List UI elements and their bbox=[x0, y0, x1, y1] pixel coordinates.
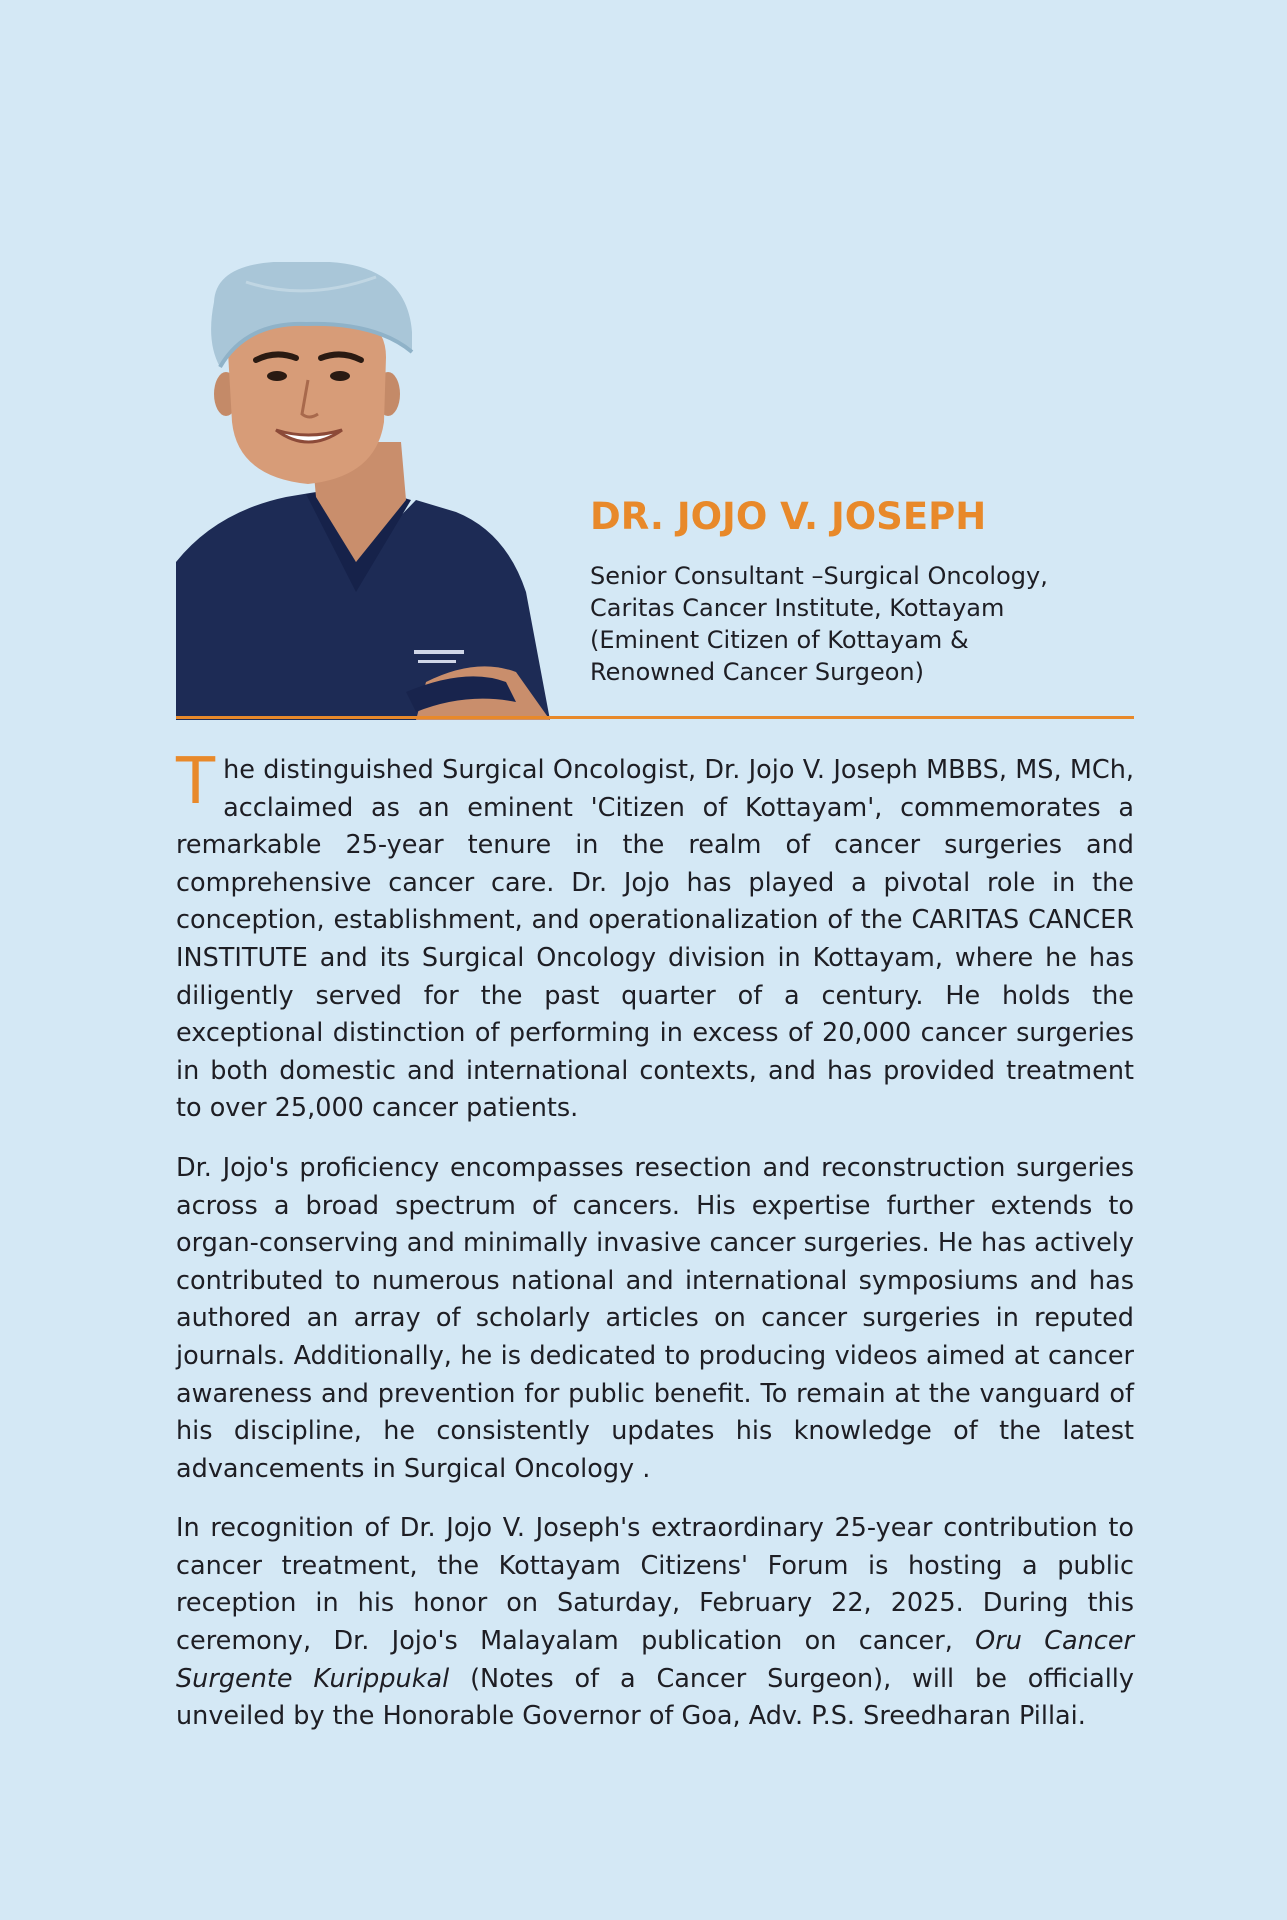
designation-line: Caritas Cancer Institute, Kottayam bbox=[590, 594, 1005, 622]
orange-divider bbox=[176, 716, 1134, 719]
paragraph-3 bbox=[176, 1510, 1134, 1736]
paragraph-1 bbox=[176, 745, 1134, 1128]
paragraph-3-text-after: (Notes of a Cancer Surgeon), will be officially unveiled by the Honorable Governor of Goa, Adv. P.S. Sreedharan Pillai. bbox=[176, 1663, 1134, 1732]
designation-line: Renowned Cancer Surgeon) bbox=[590, 658, 925, 686]
paragraph-3-text-before: In recognition of Dr. Jojo V. Joseph's extraordinary 25-year contribution to cancer treatment, the Kottayam Citizens' Forum is hosting a public reception in his honor on Saturday, February 22, 2025. During this ceremony, Dr. Jojo's Malayalam publication on cancer, bbox=[176, 1513, 1134, 1657]
paragraph-1-text: he distinguished Surgical Oncologist, Dr. Jojo V. Joseph MBBS, MS, MCh, acclaimed as an eminent 'Citizen of Kottayam', commemorates a remarkable 25-year tenure in the realm of cancer surgeries and comprehensive cancer care. Dr. Jojo has played a pivotal role in the conception, establishment, and operationalization of the CARITAS CANCER INSTITUTE and its Surgical Oncology division in Kottayam, where he has diligently served for the past quarter of a century. He holds the exceptional distinction of performing in excess of 20,000 cancer surgeries in both domestic and international contexts, and has provided treatment to over 25,000 cancer patients. bbox=[176, 755, 1134, 1124]
drop-cap: T bbox=[176, 745, 216, 819]
designation-line: (Eminent Citizen of Kottayam & bbox=[590, 626, 969, 654]
surgeon-portrait-photo bbox=[176, 262, 550, 720]
book-title: Oru Cancer Surgente Kurippukal bbox=[176, 1626, 1134, 1694]
doctor-name: DR. JOJO V. JOSEPH bbox=[590, 495, 987, 538]
paragraph-2: Dr. Jojo's proficiency encompasses resection and reconstruction surgeries across a broad spectrum of cancers. His expertise further extends to organ-conserving and minimally invasive cancer surgeries. He has actively contributed to numerous national and international symposiums and has authored an array of scholarly articles on cancer surgeries in reputed journals. Additionally, he is dedicated to producing videos aimed at cancer awareness and prevention for public benefit. To remain at the vanguard of his discipline, he consistently updates his knowledge of the latest advancements in Surgical Oncology . bbox=[176, 1152, 1134, 1484]
biography bbox=[176, 745, 1134, 1758]
doctor-designation bbox=[590, 560, 1150, 688]
designation-line: Senior Consultant –Surgical Oncology, bbox=[590, 562, 1048, 590]
